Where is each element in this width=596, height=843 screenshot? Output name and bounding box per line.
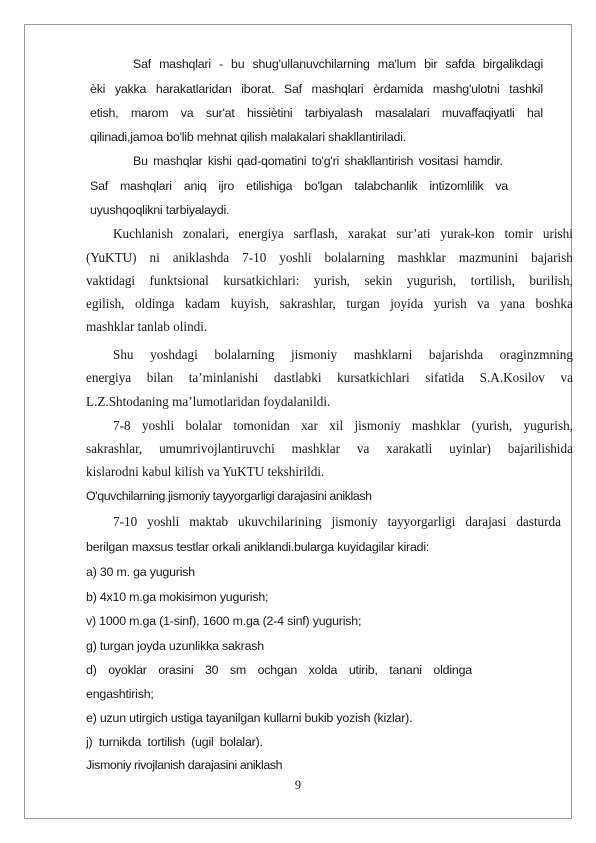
line-14: energiya bilan ta’minlanishi dastlabki kursatkichlari sifatida S.A.Kosilov va <box>86 370 573 385</box>
list-item-e: e) uzun utirgich ustiga tayanilgan kullarni bukib yozish (kizlar). <box>86 711 413 725</box>
list-item-v: v) 1000 m.ga (1-sinf), 1600 m.ga (2-4 sinf) yugurish; <box>86 614 362 628</box>
page-number: 9 <box>294 778 302 792</box>
section-heading-fitness: O'quvchilarning jismoniy tayyorgarligi darajasini aniklash <box>86 489 372 503</box>
list-item-b: b) 4x10 m.ga mokisimon yugurish; <box>86 590 269 604</box>
line-08: Kuchlanish zonalari, energiya sarflash, xarakat sur’ati yurak-kon tomir urishi <box>113 226 573 241</box>
line-20: 7-10 yoshli maktab ukuvchilarining jismoniy tayyorgarligi darajasi dasturda <box>113 514 561 529</box>
line-07: uyushqoqlikni tarbiyalaydi. <box>90 203 230 217</box>
line-16: 7-8 yoshli bolalar tomonidan xar xil jismoniy mashklar (yurish, yugurish, <box>113 418 573 433</box>
list-item-j: j) turnikda tortilish (ugil bolalar). <box>86 735 263 749</box>
line-03: etish, marom va sur'at hissiѐtini tarbiyalash masalalari muvaffaqiyatli hal <box>90 106 543 120</box>
line-01: Saf mashqlari - bu shug'ullanuvchilarning ma'lum bir safda birgalikdagi <box>133 57 543 71</box>
line-06: Saf mashqlari aniq ijro etilishiga bo'lgan talabchanlik intizomlilik va <box>90 179 508 193</box>
line-15: L.Z.Shtodaning ma’lumotlaridan foydalanildi. <box>86 394 331 409</box>
line-17: sakrashlar, umumrivojlantiruvchi mashklar va xarakatli uyinlar) bajarilishida <box>86 441 573 456</box>
line-04: qilinadi,jamoa bo'lib mehnat qilish malakalari shakllantiriladi. <box>90 130 407 144</box>
line-05: Bu mashqlar kishi qad-qomatini to'g'ri shakllantirish vositasi hamdir. <box>133 154 503 168</box>
line-11: egilish, oldinga kadam kuyish, sakrashlar, turgan joyida yurish va yana boshka <box>86 296 573 311</box>
line-21: berilgan maxsus testlar orkali aniklandi.bularga kuyidagilar kiradi: <box>86 540 430 554</box>
list-item-g: g) turgan joyda uzunlikka sakrash <box>86 639 264 653</box>
line-09: (YuKTU) ni aniklashda 7-10 yoshli bolalarning mashklar mazmunini bajarish <box>86 250 573 265</box>
line-02: ѐki yakka harakatlaridan iborat. Saf mashqlari ѐrdamida mashg'ulotni tashkil <box>90 82 543 96</box>
list-item-d: d) oyoklar orasini 30 sm ochgan xolda utirib, tanani oldinga <box>86 663 472 677</box>
line-12: mashklar tanlab olindi. <box>86 319 208 334</box>
line-18: kislarodni kabul kilish va YuKTU tekshirildi. <box>86 464 325 479</box>
line-13: Shu yoshdagi bolalarning jismoniy mashklarni bajarishda oraginzmning <box>113 347 573 362</box>
list-item-a: a) 30 m. ga yugurish <box>86 565 195 579</box>
section-heading-development: Jismoniy rivojlanish darajasini aniklash <box>86 758 283 772</box>
list-item-d-cont: engashtirish; <box>86 687 154 701</box>
line-10: vaktidagi funktsional kursatkichlari: yurish, sekin yugurish, tortilish, burilish, <box>86 273 573 288</box>
